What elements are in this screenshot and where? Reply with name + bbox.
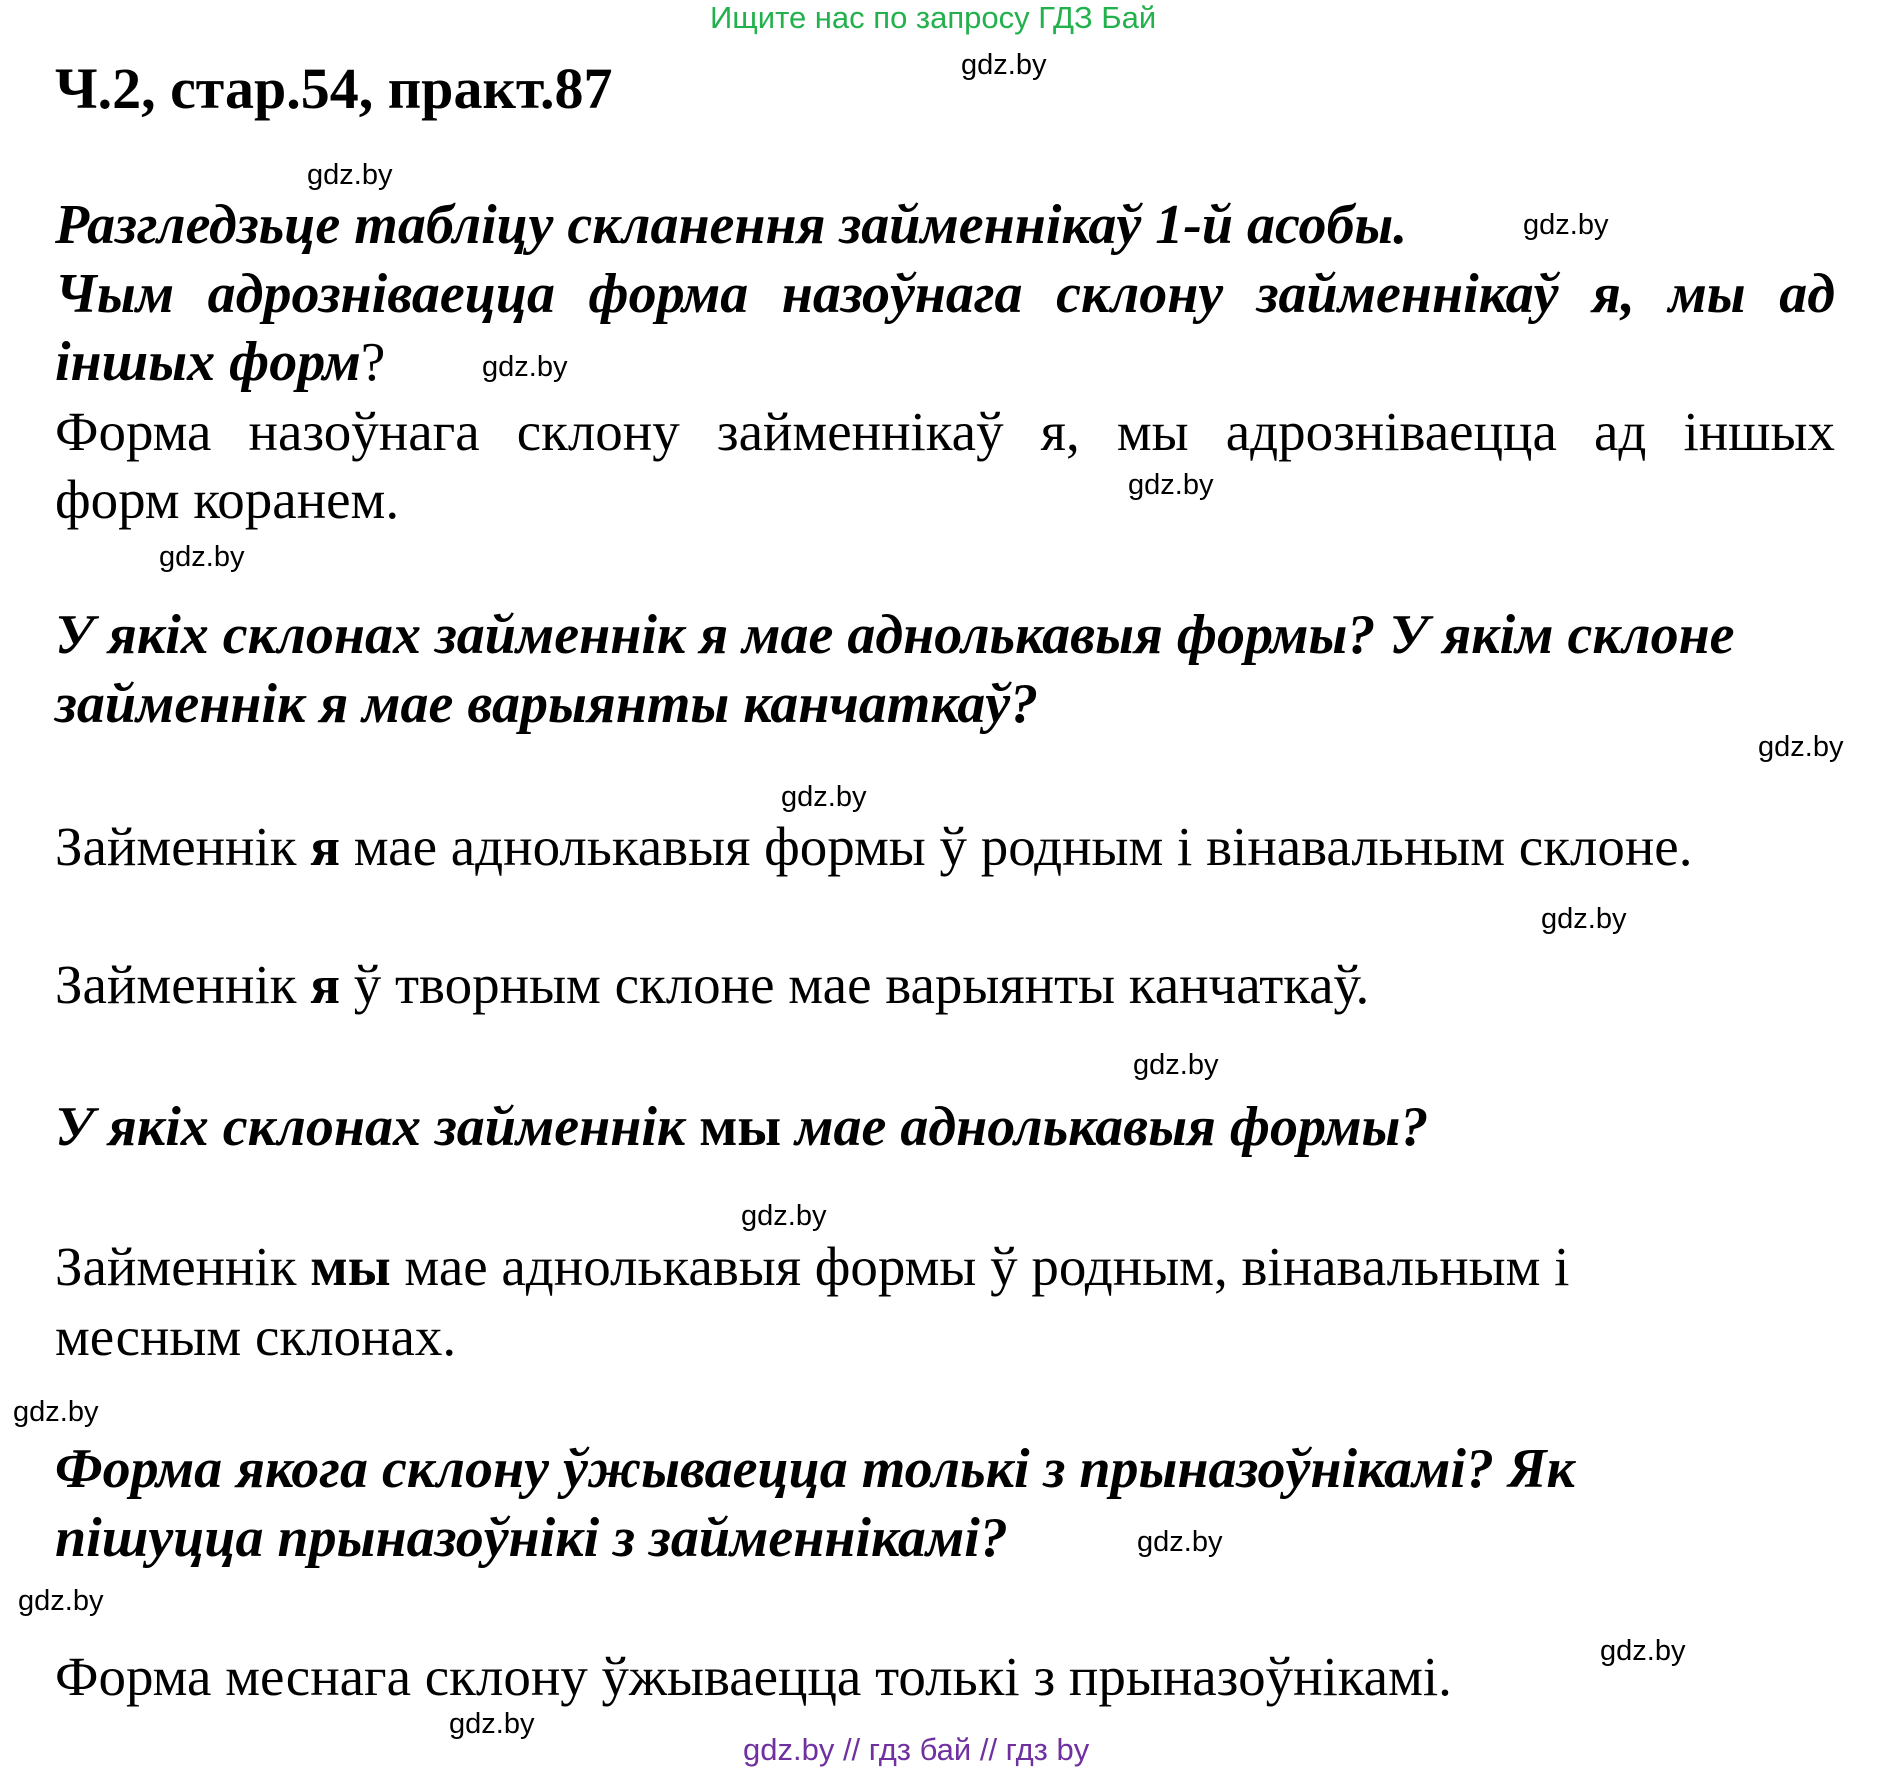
answer-2-line-2-pre: Займеннік <box>55 954 311 1015</box>
question-3-pre: У якіх склонах займеннік <box>55 1096 700 1158</box>
watermark-text: gdz.by <box>1541 903 1627 935</box>
watermark-text: gdz.by <box>1128 469 1214 501</box>
watermark-text: gdz.by <box>482 351 568 383</box>
watermark-text: gdz.by <box>781 781 867 813</box>
question-1-line-3-text: іншых форм <box>55 331 361 393</box>
footer-links: gdz.by // гдз бай // гдз by <box>743 1732 1090 1767</box>
watermark-text: gdz.by <box>13 1396 99 1428</box>
question-3 <box>55 1095 1428 1159</box>
watermark-text: gdz.by <box>1133 1049 1219 1081</box>
answer-2-line-2-bold: я <box>310 954 340 1015</box>
answer-1-line-2: форм коранем. <box>55 469 400 530</box>
answer-2-line-2-post: ў творным склоне мае варыянты канчаткаў. <box>340 954 1370 1015</box>
answer-3-line-2: месным склонах. <box>55 1306 457 1367</box>
answer-2-line-1 <box>55 815 1692 878</box>
watermark-text: gdz.by <box>1600 1635 1686 1667</box>
question-4-line-1: Форма якога склону ўжываецца толькі з прыназоўнікамі? Як <box>55 1438 1575 1500</box>
watermark-text: gdz.by <box>449 1708 535 1740</box>
question-1-line-3 <box>55 330 385 394</box>
answer-3-line-1-pre: Займеннік <box>55 1236 311 1297</box>
answer-2-line-1-post: мае аднолькавыя формы ў родным і вінавальным склоне. <box>340 816 1693 877</box>
question-3-post: мае аднолькавыя формы? <box>781 1096 1429 1158</box>
question-1-line-2: Чым адрозніваецца форма назоўнага склону займеннікаў я, мы ад <box>55 263 1835 325</box>
question-4-line-2: пішуцца прыназоўнікі з займеннікамі? <box>55 1507 1008 1569</box>
answer-2-line-1-pre: Займеннік <box>55 816 311 877</box>
watermark-text: gdz.by <box>1137 1526 1223 1558</box>
answer-3-line-1-post: мае аднолькавыя формы ў родным, вінавальным і <box>390 1236 1570 1297</box>
answer-2-line-2 <box>55 953 1369 1016</box>
question-1-mark: ? <box>360 331 386 392</box>
answer-3-line-1-bold: мы <box>310 1236 391 1297</box>
page-title: Ч.2, стар.54, практ.87 <box>55 56 613 121</box>
watermark-text: gdz.by <box>307 159 393 191</box>
search-banner: Ищите нас по запросу ГДЗ Бай <box>710 0 1157 35</box>
question-2-line-1: У якіх склонах займеннік я мае аднолькавыя формы? У якім склоне <box>55 604 1735 666</box>
answer-2-line-1-bold: я <box>310 816 340 877</box>
answer-4: Форма меснага склону ўжываецца толькі з прыназоўнікамі. <box>55 1646 1452 1707</box>
watermark-text: gdz.by <box>1758 731 1844 763</box>
watermark-text: gdz.by <box>18 1585 104 1617</box>
watermark-text: gdz.by <box>961 49 1047 81</box>
watermark-text: gdz.by <box>159 541 245 573</box>
question-3-bold: мы <box>699 1096 782 1158</box>
watermark-text: gdz.by <box>741 1200 827 1232</box>
question-1-line-1: Разгледзьце табліцу скланення займеннікаў 1-й асобы. <box>55 194 1408 256</box>
answer-1-line-1: Форма назоўнага склону займеннікаў я, мы адрозніваецца ад іншых <box>55 401 1835 462</box>
watermark-text: gdz.by <box>1523 209 1609 241</box>
question-2-line-2: займеннік я мае варыянты канчаткаў? <box>55 673 1039 735</box>
answer-3-line-1 <box>55 1235 1569 1298</box>
